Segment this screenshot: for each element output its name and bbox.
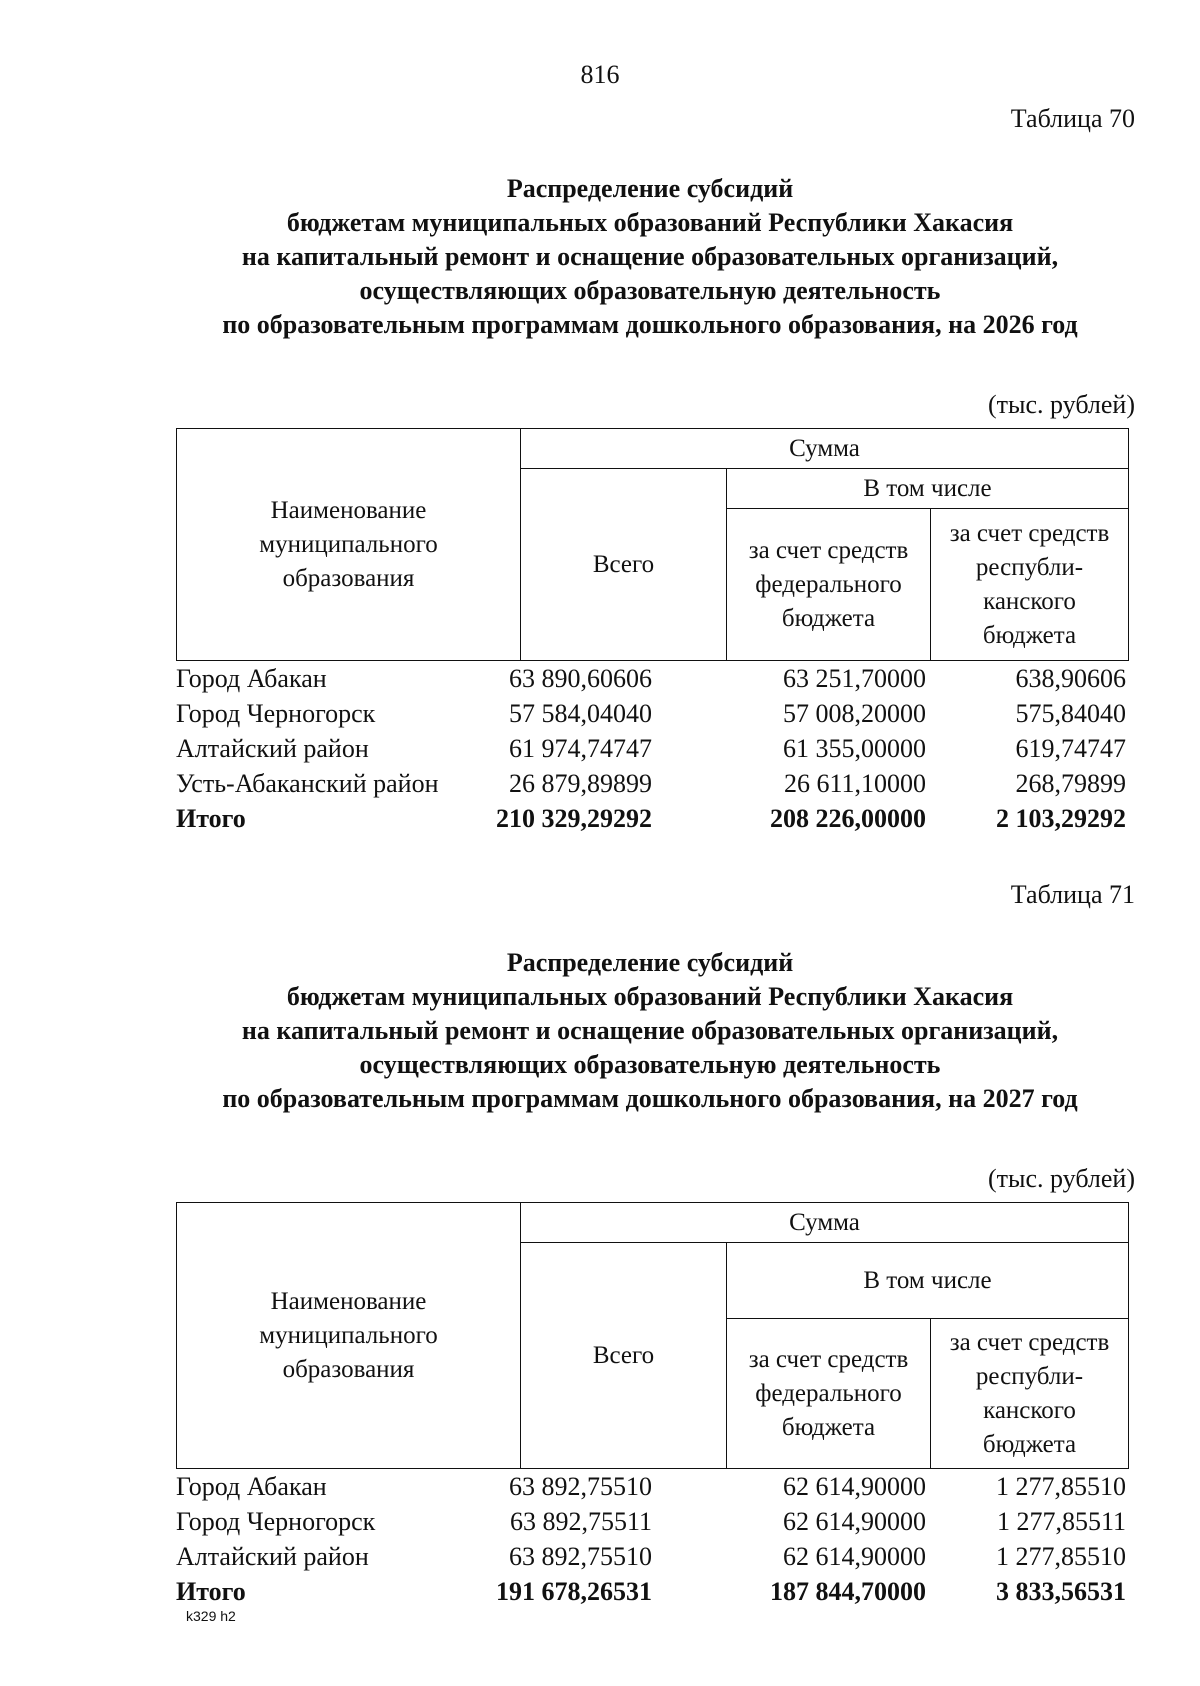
table-row: Город Черногорск 63 892,75511 62 614,90000 1 277,85511 bbox=[176, 1507, 1126, 1536]
table-label: Таблица 70 bbox=[1010, 104, 1135, 133]
table-row: Усть-Абаканский район 26 879,89899 26 611,10000 268,79899 bbox=[176, 769, 1126, 798]
title-line: по образовательным программам дошкольного образования, на 2027 год bbox=[222, 1084, 1078, 1113]
table-row: Город Абакан 63 890,60606 63 251,70000 638,90606 bbox=[176, 664, 1126, 693]
title-line: на капитальный ремонт и оснащение образовательных организаций, bbox=[241, 242, 1059, 271]
title-line: бюджетам муниципальных образований Республики Хакасия bbox=[286, 982, 1014, 1011]
header-sum: Сумма bbox=[521, 429, 1129, 469]
title-line: по образовательным программам дошкольного образования, на 2026 год bbox=[222, 310, 1078, 339]
header-sum: Сумма bbox=[521, 1203, 1129, 1243]
header-republic: за счет средств республи- канского бюджета bbox=[931, 1319, 1129, 1469]
table-header bbox=[176, 428, 1129, 661]
title-line: бюджетам муниципальных образований Республики Хакасия bbox=[286, 208, 1014, 237]
table-label: Таблица 71 bbox=[1010, 880, 1135, 909]
table-row: Город Абакан 63 892,75510 62 614,90000 1 277,85510 bbox=[176, 1472, 1126, 1501]
page-number: 816 bbox=[580, 60, 620, 89]
units-label: (тыс. рублей) bbox=[987, 1164, 1135, 1193]
header-name-column: Наименование муниципального образования bbox=[177, 1203, 521, 1469]
total-row: Итого 210 329,29292 208 226,00000 2 103,29292 bbox=[176, 804, 1126, 833]
header-federal: за счет средств федерального бюджета bbox=[727, 509, 931, 661]
table-title bbox=[150, 172, 1150, 342]
header-republic: за счет средств республи- канского бюджета bbox=[931, 509, 1129, 661]
header-total: Всего bbox=[521, 1243, 727, 1469]
header-including: В том числе bbox=[727, 469, 1129, 509]
footer-code: k329 h2 bbox=[186, 1608, 236, 1624]
table-header bbox=[176, 1202, 1129, 1469]
table-row: Город Черногорск 57 584,04040 57 008,20000 575,84040 bbox=[176, 699, 1126, 728]
title-line: осуществляющих образовательную деятельность bbox=[359, 1050, 941, 1079]
title-line: на капитальный ремонт и оснащение образовательных организаций, bbox=[241, 1016, 1059, 1045]
header-name-column: Наименование муниципального образования bbox=[177, 429, 521, 661]
table-row: Алтайский район 61 974,74747 61 355,00000 619,74747 bbox=[176, 734, 1126, 763]
table-body bbox=[176, 1472, 1126, 1612]
total-row: Итого 191 678,26531 187 844,70000 3 833,56531 bbox=[176, 1577, 1126, 1606]
units-label: (тыс. рублей) bbox=[987, 390, 1135, 419]
title-line: осуществляющих образовательную деятельность bbox=[359, 276, 941, 305]
title-line: Распределение субсидий bbox=[506, 948, 794, 977]
header-including: В том числе bbox=[727, 1243, 1129, 1319]
table-body bbox=[176, 664, 1126, 839]
table-row: Алтайский район 63 892,75510 62 614,90000 1 277,85510 bbox=[176, 1542, 1126, 1571]
title-line: Распределение субсидий bbox=[506, 174, 794, 203]
table-title bbox=[150, 946, 1150, 1116]
header-federal: за счет средств федерального бюджета bbox=[727, 1319, 931, 1469]
header-total: Всего bbox=[521, 469, 727, 661]
